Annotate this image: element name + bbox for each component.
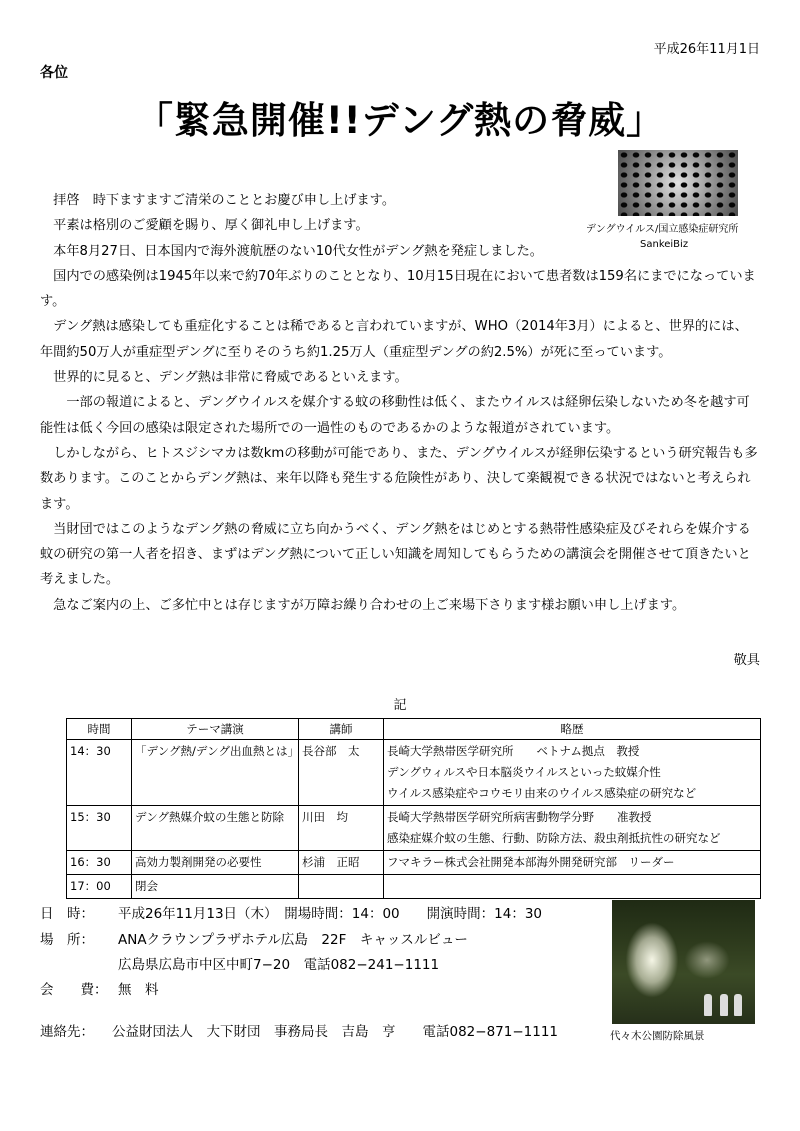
bio-cell: [384, 851, 761, 875]
header-speaker: 講師: [299, 719, 384, 740]
speaker-cell: 杉浦 正昭: [299, 851, 384, 875]
virus-photo-source: SankeiBiz: [640, 239, 689, 250]
ki-heading: 記: [393, 698, 407, 713]
header-time: 時間: [67, 719, 132, 740]
bio-line: フマキラー株式会社開発本部海外開発研究部 リーダー: [387, 855, 675, 869]
table-header-row: [67, 719, 761, 740]
letter-body: [40, 188, 760, 618]
theme-cell: 高効力製剤開発の必要性: [132, 851, 299, 875]
header-bio: 略歴: [384, 719, 761, 740]
event-date-label: 日 時：: [40, 906, 94, 922]
event-place-row: [40, 928, 468, 948]
park-fumigation-photo: [612, 900, 755, 1024]
paragraph: 拝啓 時下ますますご清栄のこととお慶び申し上げます。: [40, 193, 396, 208]
speaker-cell: [299, 875, 384, 899]
header-theme: テーマ講演: [132, 719, 299, 740]
contact-value: 公益財団法人 大下財団 事務局長 吉島 亨 電話082−871−1111: [112, 1024, 559, 1040]
bio-cell: [384, 806, 761, 851]
paragraph: デング熱は感染しても重症化することは稀であると言われていますが、WHO（2014年3月）によると、世界的には、 年間約50万人が重症型デングに至りそのうち約1.25万人（重症型デングの約2.5%）が死に至っています。: [40, 319, 755, 360]
bio-line: ウイルス感染症やコウモリ由来のウイルス感染症の研究など: [387, 786, 697, 800]
speaker-cell: 長谷部 太: [299, 740, 384, 806]
bio-cell: [384, 740, 761, 806]
table-row: [67, 806, 761, 851]
time-cell: 15：30: [67, 806, 132, 851]
worker-figure: [704, 994, 712, 1016]
bio-line: 長崎大学熱帯医学研究所 ベトナム拠点 教授: [387, 744, 640, 758]
paragraph: 一部の報道によると、デングウイルスを媒介する蚊の移動性は低く、またウイルスは経卵伝染しないため冬を越す可能性は低く今回の感染は限定された場所での一過性のものであるかのような報道がされています。: [40, 395, 750, 436]
bio-line: デングウィルスや日本脳炎ウイルスといった蚊媒介性: [387, 765, 661, 779]
event-place-value: ANAクラウンプラザホテル広島 22F キャッスルビュー: [118, 932, 468, 948]
paragraph: 平素は格別のご愛顧を賜り、厚く御礼申し上げます。: [40, 218, 369, 234]
bio-cell: [384, 875, 761, 899]
worker-figure: [720, 994, 728, 1016]
event-fee-value: 無 料: [118, 982, 159, 998]
contact-label: 連絡先：: [40, 1024, 94, 1040]
time-cell: 14：30: [67, 740, 132, 806]
park-photo-caption: 代々木公園防除風景: [610, 1030, 705, 1042]
theme-cell: デング熱媒介蚊の生態と防除: [132, 806, 299, 851]
greeting: 各位: [40, 65, 68, 81]
contact-row: [40, 1020, 558, 1040]
paragraph: 急なご案内の上、ご多忙中とは存じますが万障お繰り合わせの上ご来場下さります様お願い申し上げます。: [40, 597, 686, 613]
virus-photo-caption: デングウイルス/国立感染症研究所: [586, 224, 739, 235]
time-cell: 16：30: [67, 851, 132, 875]
table-row: [67, 875, 761, 899]
paragraph: 国内での感染例は1945年以来で約70年ぶりのこととなり、10月15日現在において患者数は159名にまでになっています。: [40, 268, 756, 310]
document-date: 平成26年11月1日: [653, 42, 760, 57]
paragraph: 本年8月27日、日本国内で海外渡航歴のない10代女性がデング熱を発症しました。: [40, 243, 543, 259]
theme-cell: 閉会: [132, 875, 299, 899]
schedule-table: [66, 718, 761, 899]
page-title: 「緊急開催!!デング熱の脅威」: [135, 99, 665, 142]
closing-keigu: 敬具: [733, 653, 760, 668]
theme-cell: 「デング熱/デング出血熱とは」: [132, 740, 299, 806]
speaker-cell: 川田 均: [299, 806, 384, 851]
table-row: [67, 740, 761, 806]
event-address: 広島県広島市中区中町7−20 電話082−241−1111: [118, 957, 440, 973]
paragraph: 当財団ではこのようなデング熱の脅威に立ち向かうべく、デング熱をはじめとする熱帯性感染症及びそれらを媒介する蚊の研究の第一人者を招き、まずはデング熱について正しい知識を周知してもらうための講演会を開催させて頂きたいと考えました。: [40, 521, 751, 588]
table-row: [67, 851, 761, 875]
event-date-row: [40, 902, 542, 922]
worker-figure: [734, 994, 742, 1016]
time-cell: 17：00: [67, 875, 132, 899]
event-place-label: 場 所：: [40, 932, 94, 948]
event-fee-row: [40, 978, 159, 998]
bio-line: 長崎大学熱帯医学研究所病害動物学分野 准教授: [387, 810, 652, 824]
bio-line: 感染症媒介蚊の生態、行動、防除方法、殺虫剤抵抗性の研究など: [387, 831, 721, 845]
paragraph: しかしながら、ヒトスジシマカは数kmの移動が可能であり、また、デングウイルスが経卵伝染するという研究報告も多数あります。このことからデング熱は、来年以降も発生する危険性があり、決して楽観視できる状況ではないと考えられます。: [40, 445, 758, 512]
paragraph: 世界的に見ると、デング熱は非常に脅威であるといえます。: [40, 370, 408, 386]
event-date-value: 平成26年11月13日（木） 開場時間：14：00 開演時間：14：30: [118, 906, 542, 922]
event-fee-label: 会 費：: [40, 982, 108, 998]
